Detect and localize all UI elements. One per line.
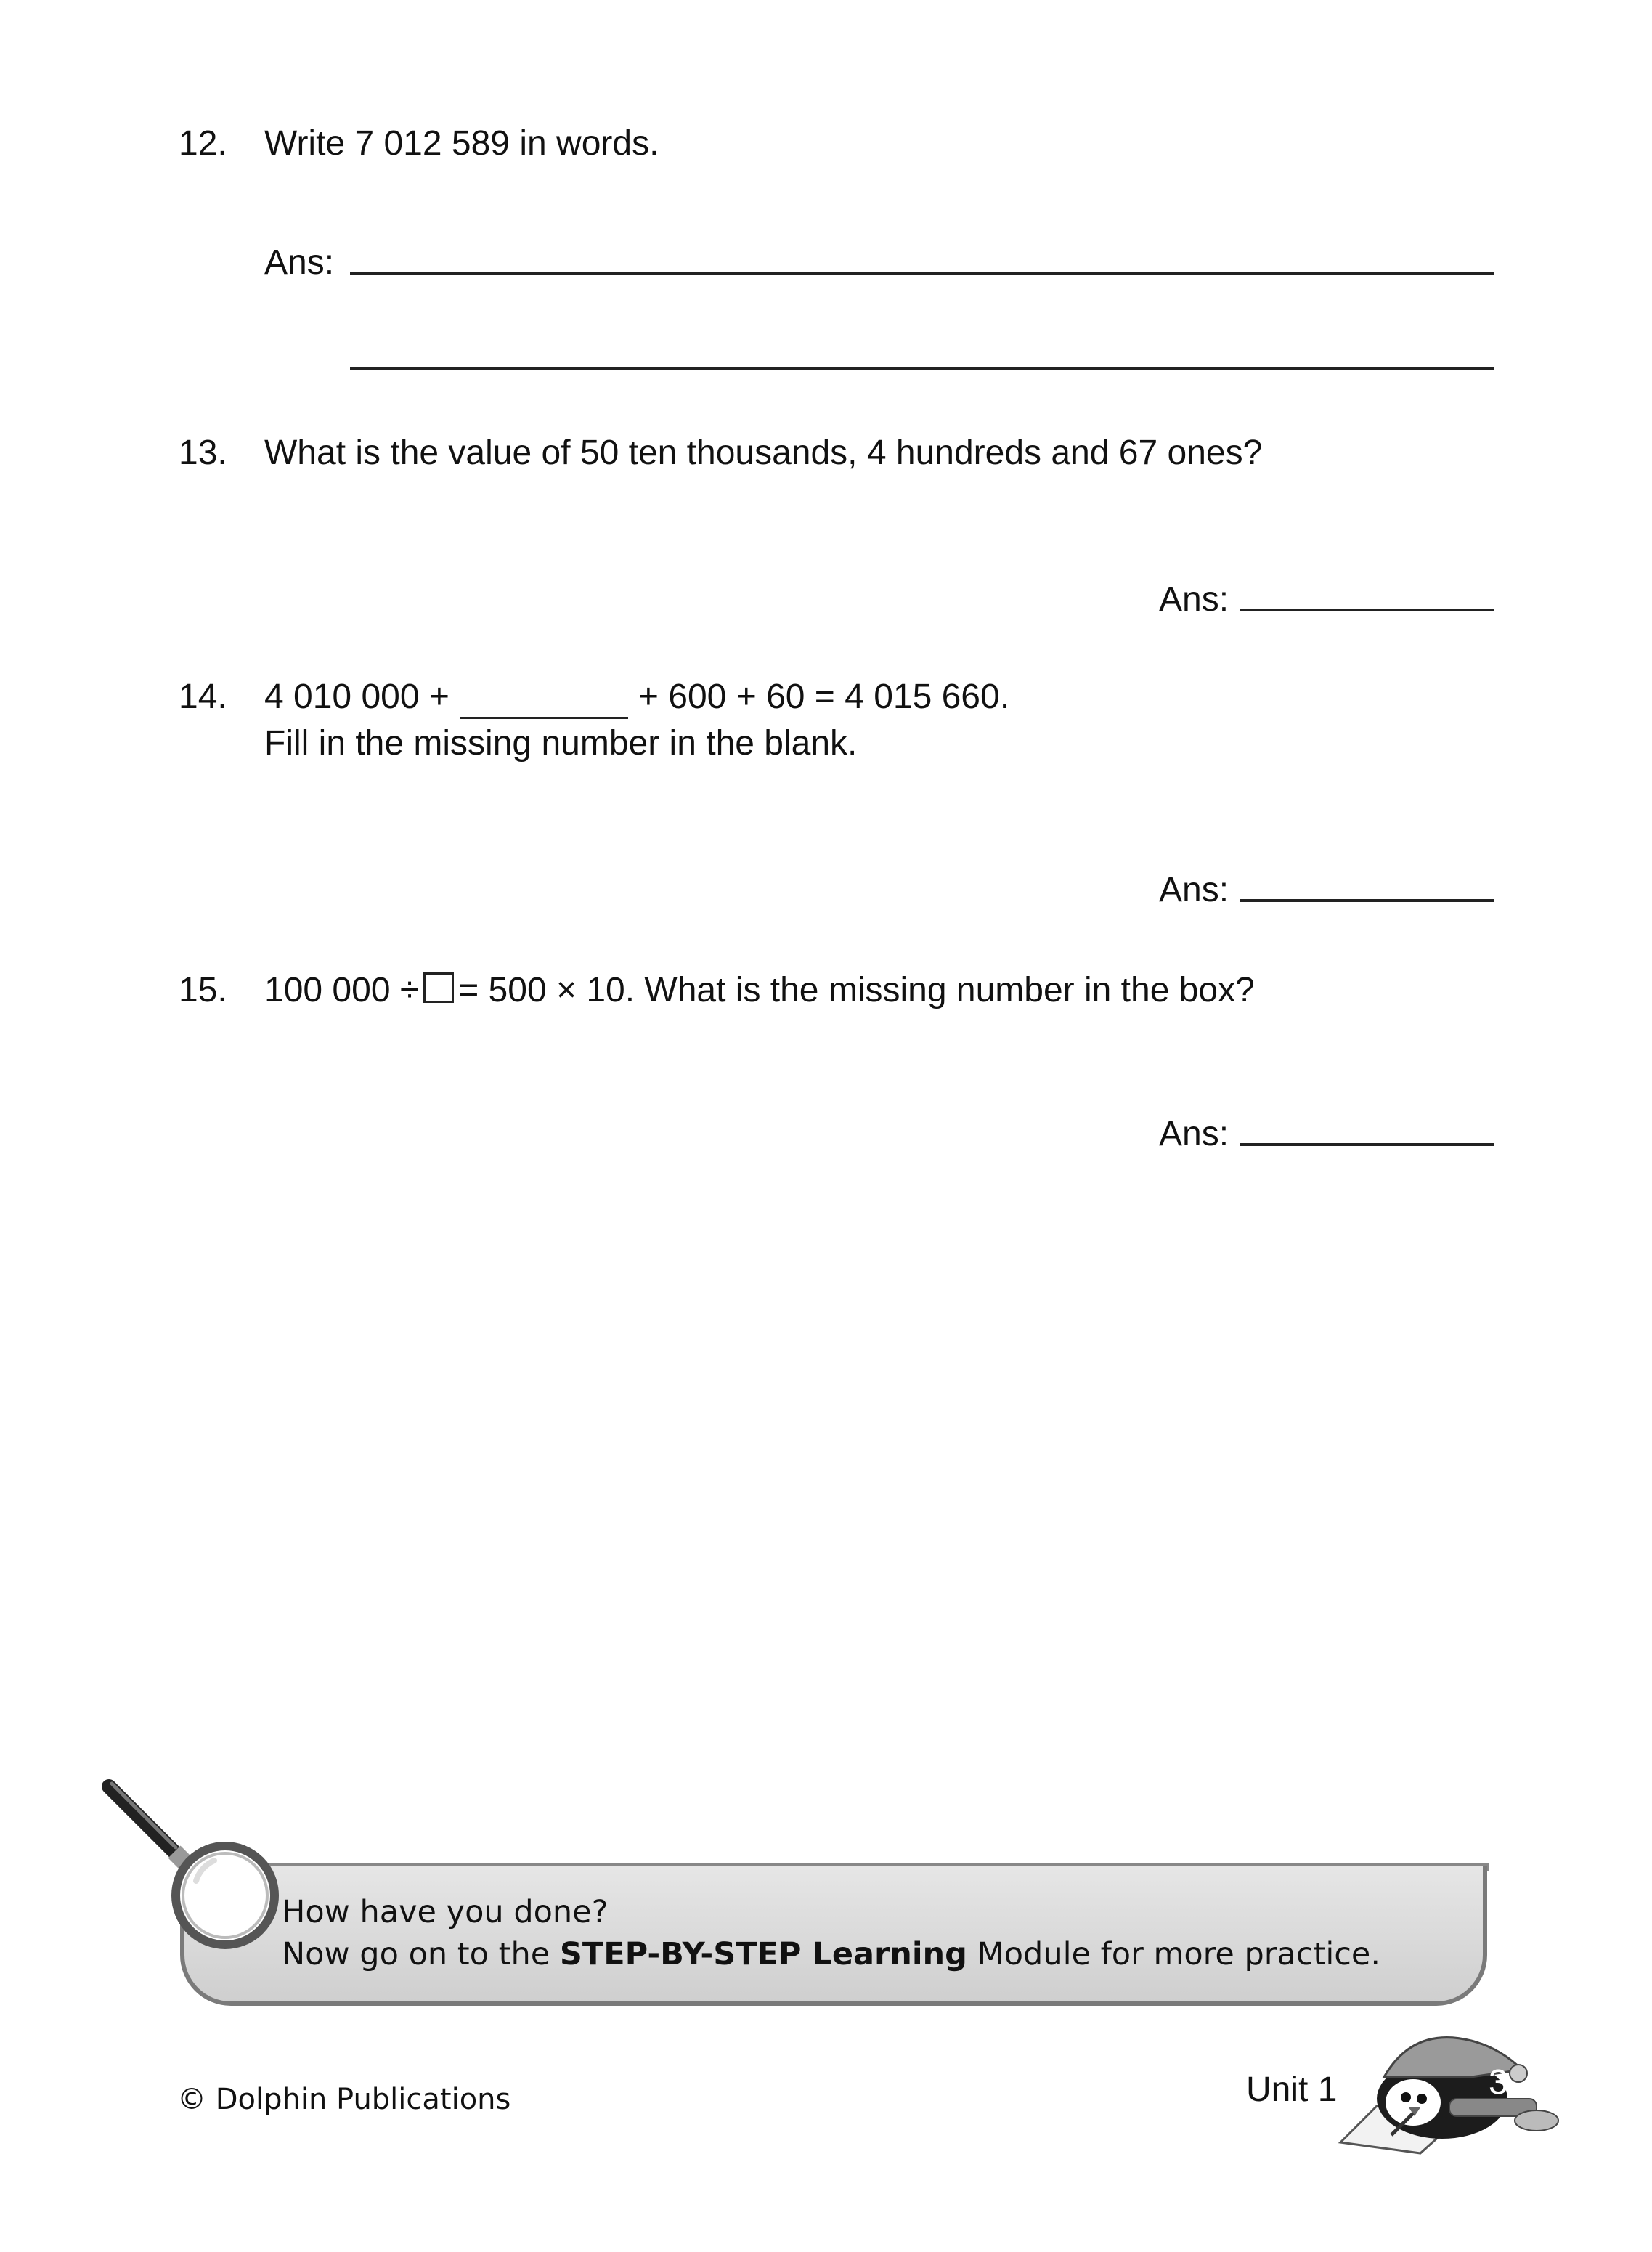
answer-label-13: Ans:	[1159, 580, 1229, 619]
answer-line-15[interactable]	[1240, 1143, 1494, 1146]
answer-label-14: Ans:	[1159, 871, 1229, 909]
copyright-text: © Dolphin Publications	[177, 2083, 511, 2116]
banner-line-2-post: Module for more practice.	[977, 1936, 1381, 1972]
missing-number-box	[423, 972, 454, 1003]
question-13-text: What is the value of 50 ten thousands, 4 hundreds and 67 ones?	[264, 434, 1263, 472]
banner-line-1: How have you done?	[282, 1894, 609, 1930]
answer-line-13[interactable]	[1240, 609, 1494, 611]
page-number: 3	[1489, 2063, 1508, 2102]
question-number-12: 12.	[179, 124, 227, 163]
unit-label: Unit 1	[1246, 2070, 1338, 2109]
question-15-part1: 100 000 ÷	[264, 971, 420, 1009]
question-number-13: 13.	[179, 434, 227, 472]
banner-line-2	[282, 1933, 1380, 1975]
missing-number-blank[interactable]	[460, 685, 628, 719]
question-number-14: 14.	[179, 678, 227, 716]
question-15-equation	[264, 969, 1255, 1012]
answer-label-12: Ans:	[264, 243, 335, 282]
banner-module-name: STEP-BY-STEP Learning	[559, 1936, 967, 1972]
question-14-part1: 4 010 000 +	[264, 678, 449, 716]
banner-line-2-pre: Now go on to the	[282, 1936, 550, 1972]
answer-line-12a[interactable]	[350, 272, 1494, 275]
question-12-text: Write 7 012 589 in words.	[264, 124, 659, 163]
magnifying-glass-icon	[94, 1772, 298, 1961]
answer-line-14[interactable]	[1240, 899, 1494, 902]
banner-message	[282, 1891, 1380, 1975]
penguin-mascot-icon	[1333, 2019, 1580, 2157]
answer-line-12b[interactable]	[350, 367, 1494, 370]
question-14-equation	[264, 675, 1009, 719]
question-15-part2: = 500 × 10. What is the missing number in the box?	[458, 971, 1255, 1009]
question-number-15: 15.	[179, 971, 227, 1009]
answer-label-15: Ans:	[1159, 1115, 1229, 1153]
question-14-instruction: Fill in the missing number in the blank.	[264, 724, 858, 763]
question-14-part2: + 600 + 60 = 4 015 660.	[638, 678, 1010, 716]
